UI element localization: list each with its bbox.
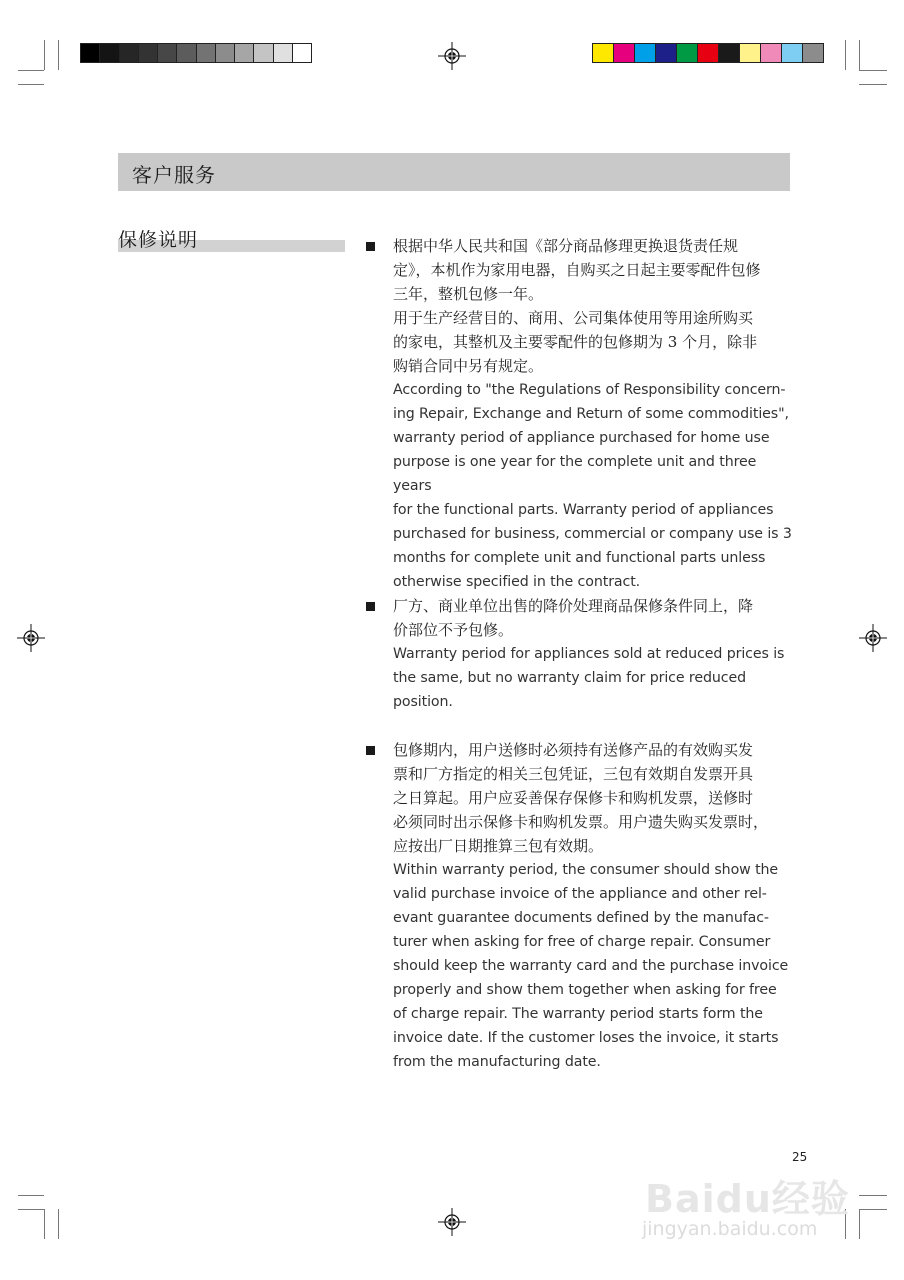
registration-mark-left-icon	[17, 624, 45, 652]
color-swatch	[157, 44, 176, 62]
cn-line: 票和厂方指定的相关三包凭证，三包有效期自发票开具	[393, 765, 754, 783]
color-swatch	[593, 44, 613, 62]
en-line: Warranty period for appliances sold at reduced prices is	[393, 646, 785, 662]
en-line: the same, but no warranty claim for price reduced	[393, 670, 746, 686]
color-swatch	[697, 44, 718, 62]
en-line: turer when asking for free of charge repair. Consumer	[393, 934, 771, 950]
en-line: ing Repair, Exchange and Return of some commodities",	[393, 406, 789, 422]
en-line: warranty period of appliance purchased for home use	[393, 430, 770, 446]
page-number: 25	[792, 1150, 808, 1164]
watermark-logo: Baidu经验	[645, 1177, 850, 1221]
bullet-icon	[366, 602, 375, 611]
warranty-item-2	[393, 594, 793, 714]
en-line: Within warranty period, the consumer should show the	[393, 862, 779, 878]
en-line: otherwise specified in the contract.	[393, 574, 641, 590]
cn-line: 必须同时出示保修卡和购机发票。用户遗失购买发票时，	[393, 813, 769, 831]
en-line: According to "the Regulations of Responsibility concern-	[393, 382, 786, 398]
bullet-icon	[366, 746, 375, 755]
color-swatch	[760, 44, 781, 62]
cn-line: 三年，整机包修一年。	[393, 285, 544, 303]
en-line: of charge repair. The warranty period starts form the	[393, 1006, 763, 1022]
cn-line: 购销合同中另有规定。	[393, 357, 544, 375]
color-swatch	[196, 44, 215, 62]
color-swatch	[215, 44, 234, 62]
cn-line: 厂方、商业单位出售的降价处理商品保修条件同上，降	[393, 597, 754, 615]
color-swatch	[655, 44, 676, 62]
color-swatch	[292, 44, 311, 62]
en-line: purchased for business, commercial or company use is 3	[393, 526, 792, 542]
cn-line: 用于生产经营目的、商用、公司集体使用等用途所购买	[393, 309, 754, 327]
watermark-url: jingyan.baidu.com	[642, 1218, 818, 1240]
en-line: properly and show them together when asking for free	[393, 982, 777, 998]
cn-line: 之日算起。用户应妥善保存保修卡和购机发票，送修时	[393, 789, 754, 807]
header-band	[118, 153, 790, 191]
en-line: should keep the warranty card and the purchase invoice	[393, 958, 789, 974]
registration-mark-right-icon	[859, 624, 887, 652]
en-line: position.	[393, 694, 453, 710]
cn-line: 价部位不予包修。	[393, 621, 514, 639]
warranty-item-1	[393, 234, 793, 594]
en-line: invoice date. If the customer loses the invoice, it starts	[393, 1030, 779, 1046]
en-line: evant guarantee documents defined by the manufac-	[393, 910, 769, 926]
color-swatch	[99, 44, 118, 62]
color-swatch	[613, 44, 634, 62]
color-swatch	[273, 44, 292, 62]
cn-line: 定》，本机作为家用电器，自购买之日起主要零配件包修	[393, 261, 761, 279]
bullet-icon	[366, 242, 375, 251]
color-swatch	[781, 44, 802, 62]
color-swatch	[718, 44, 739, 62]
en-line: purpose is one year for the complete unit and three years	[393, 454, 757, 494]
color-swatch	[176, 44, 195, 62]
grayscale-bar	[80, 43, 312, 63]
en-line: for the functional parts. Warranty period of appliances	[393, 502, 774, 518]
registration-mark-top-icon	[438, 42, 466, 70]
color-bar	[592, 43, 824, 63]
en-line: months for complete unit and functional parts unless	[393, 550, 766, 566]
warranty-item-3	[393, 738, 793, 1074]
registration-mark-bottom-icon	[438, 1208, 466, 1236]
cn-line: 根据中华人民共和国《部分商品修理更换退货责任规	[393, 237, 739, 255]
section-title: 保修说明	[118, 229, 199, 251]
en-line: from the manufacturing date.	[393, 1054, 601, 1070]
color-swatch	[119, 44, 138, 62]
color-swatch	[253, 44, 272, 62]
color-swatch	[739, 44, 760, 62]
en-line: valid purchase invoice of the appliance and other rel-	[393, 886, 767, 902]
color-swatch	[234, 44, 253, 62]
cn-line: 的家电，其整机及主要零配件的包修期为 3 个月，除非	[393, 333, 758, 351]
color-swatch	[802, 44, 823, 62]
cn-line: 包修期内，用户送修时必须持有送修产品的有效购买发	[393, 741, 754, 759]
color-swatch	[676, 44, 697, 62]
color-swatch	[138, 44, 157, 62]
cn-line: 应按出厂日期推算三包有效期。	[393, 837, 604, 855]
page-title: 客户服务	[132, 163, 216, 187]
color-swatch	[634, 44, 655, 62]
color-swatch	[81, 44, 99, 62]
